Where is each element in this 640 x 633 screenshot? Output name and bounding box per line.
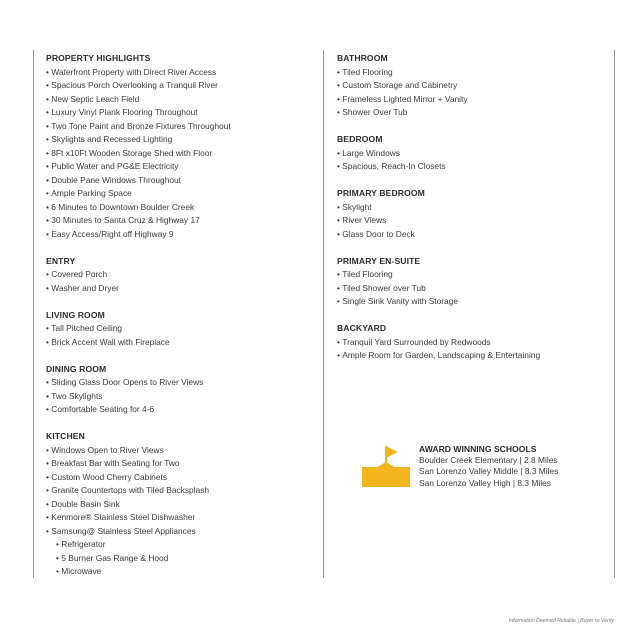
list-item: • 6 Minutes to Downtown Boulder Creek — [46, 201, 316, 215]
section-title: KITCHEN — [46, 431, 85, 441]
list-item: • Ample Parking Space — [46, 187, 316, 201]
list-item: • Tall Pitched Ceiling — [46, 322, 316, 336]
list-item: • Ample Room for Garden, Landscaping & Entertaining — [337, 349, 627, 363]
section-title: ENTRY — [46, 255, 76, 266]
list-item: • Custom Wood Cherry Cabinets — [46, 471, 316, 485]
center-divider — [323, 50, 324, 578]
list-item: • Samsung@ Stainless Steel Appliances — [46, 525, 316, 539]
school-line: Boulder Creek Elementary | 2.8 Miles — [419, 455, 558, 465]
sub-list-item: • Microwave — [46, 565, 316, 579]
list-item: • Double Basin Sink — [46, 498, 316, 512]
footer-disclaimer: Information Deemed Reliable | Buyer to Verify — [508, 618, 614, 624]
list-item: • Glass Door to Deck — [337, 228, 627, 242]
list-item: • Breakfast Bar with Seating for Two — [46, 457, 316, 471]
left-column — [46, 52, 316, 592]
schools-title: AWARD WINNING SCHOOLS — [419, 444, 537, 454]
list-item: • Spacious, Reach-In Closets — [337, 160, 627, 174]
list-item: • Two Tone Paint and Bronze Fixtures Throughout — [46, 120, 316, 134]
section-entry — [46, 255, 316, 296]
section-living-room — [46, 309, 316, 350]
list-item: • Public Water and PG&E Electricity — [46, 160, 316, 174]
list-item: • Two Skylights — [46, 390, 316, 404]
list-item: • Tiled Flooring — [337, 66, 627, 80]
section-dining-room — [46, 363, 316, 417]
list-item: • Double Pane Windows Throughout — [46, 174, 316, 188]
list-item: • Tiled Flooring — [337, 268, 627, 282]
section-title: BEDROOM — [337, 134, 383, 144]
list-item: • Spacious Porch Overlooking a Tranquil River — [46, 79, 316, 93]
list-item: • Sliding Glass Door Opens to River Views — [46, 376, 316, 390]
section-title: PRIMARY EN-SUITE — [337, 255, 421, 266]
list-item: • Luxury Vinyl Plank Flooring Throughout — [46, 106, 316, 120]
list-item: • Frameless Lighted Mirror + Vanity — [337, 93, 627, 107]
section-title: BACKYARD — [337, 323, 387, 333]
list-item: • Windows Open to River Views — [46, 444, 316, 458]
list-item: • Waterfront Property with Direct River Access — [46, 66, 316, 80]
section-primary-bedroom — [337, 187, 627, 241]
list-item: • Kenmore® Stainless Steel Dishwasher — [46, 511, 316, 525]
section-title: LIVING ROOM — [46, 309, 105, 320]
school-line: San Lorenzo Valley Middle | 8.3 Miles — [419, 466, 559, 477]
section-title: PRIMARY BEDROOM — [337, 188, 425, 198]
list-item: • Shower Over Tub — [337, 106, 627, 120]
sub-list-item: • 5 Burner Gas Range & Hood — [46, 552, 316, 566]
list-item: • Washer and Dryer — [46, 282, 316, 296]
left-divider — [33, 50, 34, 578]
list-item: • Skylight — [337, 201, 627, 215]
list-item: • Custom Storage and Cabinetry — [337, 79, 627, 93]
section-title: BATHROOM — [337, 53, 388, 63]
list-item: • Covered Porch — [46, 268, 316, 282]
list-item: • Single Sink Vanity with Storage — [337, 295, 627, 309]
school-line: San Lorenzo Valley High | 8.3 Miles — [419, 477, 551, 488]
section-property-highlights — [46, 52, 316, 241]
list-item: • 30 Minutes to Santa Cruz & Highway 17 — [46, 214, 316, 228]
section-kitchen — [46, 430, 316, 579]
list-item: • Tiled Shower over Tub — [337, 282, 627, 296]
list-item: • Large Windows — [337, 147, 627, 161]
list-item: • Easy Access/Right off Highway 9 — [46, 228, 316, 242]
list-item: • 8Ft x10Ft Wooden Storage Shed with Floor — [46, 147, 316, 161]
section-title: PROPERTY HIGHLIGHTS — [46, 53, 151, 63]
sub-list-item: • Refrigerator — [46, 538, 316, 552]
list-item: • River Views — [337, 214, 627, 228]
section-title: DINING ROOM — [46, 363, 107, 374]
section-bedroom — [337, 133, 627, 174]
right-column — [337, 52, 627, 376]
section-backyard — [337, 322, 627, 363]
schools-text — [419, 444, 619, 489]
list-item: • Skylights and Recessed Lighting — [46, 133, 316, 147]
section-primary-en-suite — [337, 255, 627, 309]
list-item: • Comfortable Seating for 4-6 — [46, 403, 316, 417]
list-item: • Tranquil Yard Surrounded by Redwoods — [337, 336, 627, 350]
section-bathroom — [337, 52, 627, 120]
list-item: • New Septic Leach Field — [46, 93, 316, 107]
list-item: • Brick Accent Wall with Fireplace — [46, 336, 316, 350]
list-item: • Granite Countertops with Tiled Backsplash — [46, 484, 316, 498]
school-flag-icon — [362, 444, 410, 488]
